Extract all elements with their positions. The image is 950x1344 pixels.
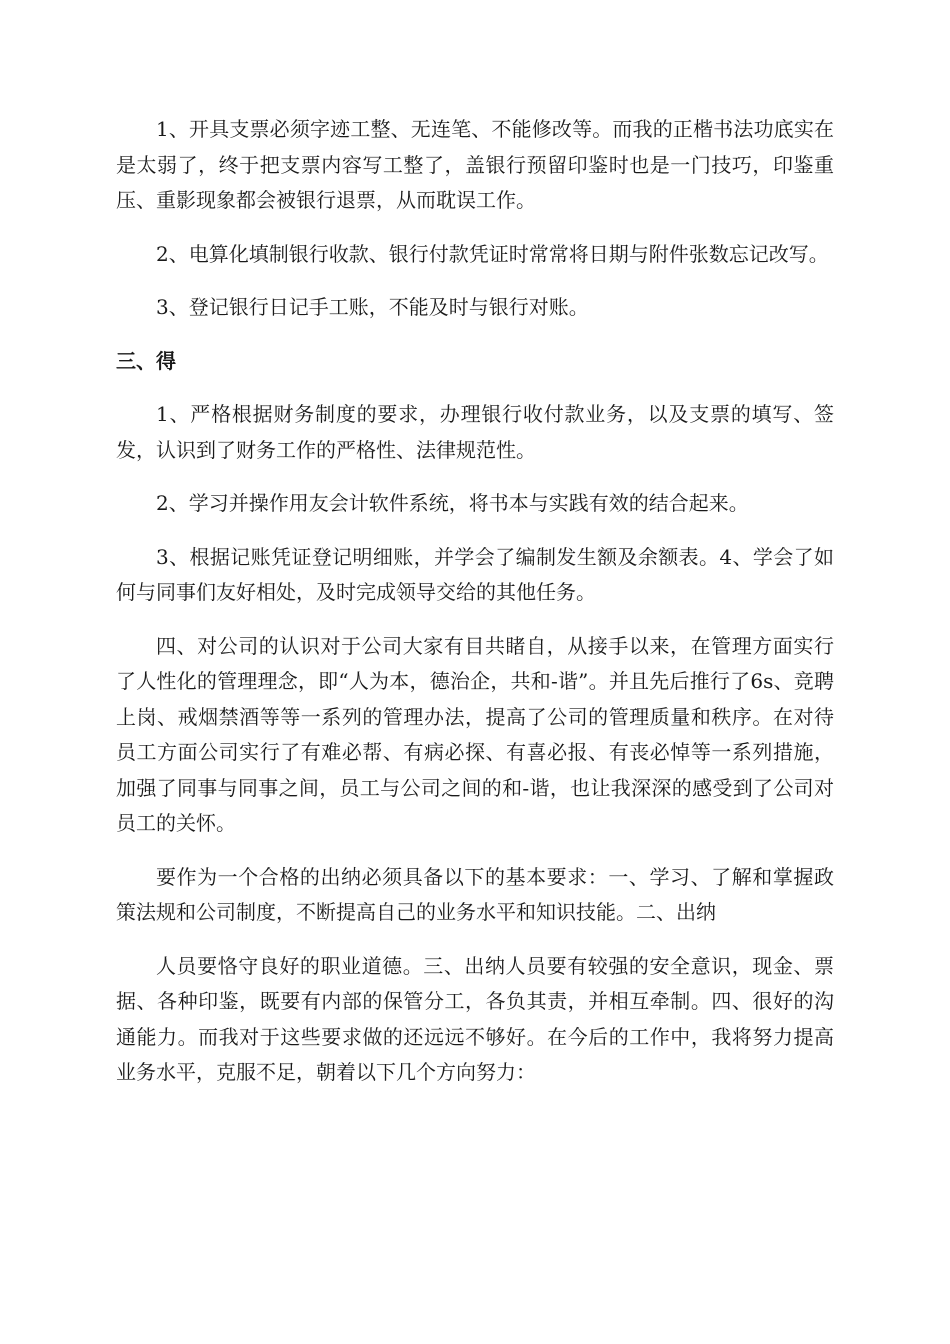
paragraph-5: 2、学习并操作用友会计软件系统，将书本与实践有效的结合起来。 (156, 491, 749, 515)
paragraph-3: 3、登记银行日记手工账，不能及时与银行对账。 (156, 295, 589, 319)
paragraph-6: 3、根据记账凭证登记明细账，并学会了编制发生额及余额表。4、学会了如何与同事们友好相处，及时完成领导交给的其他任务。 (116, 544, 834, 604)
paragraph-8: 要作为一个合格的出纳必须具备以下的基本要求：一、学习、了解和掌握政策法规和公司制度，不断提高自己的业务水平和知识技能。二、出纳 (116, 864, 834, 924)
document-page (116, 112, 834, 1091)
paragraph-7: 四、对公司的认识对于公司大家有目共睹自，从接手以来，在管理方面实行了人性化的管理理念，即“人为本，德治企，共和-谐”。并且先后推行了6s、竞聘上岗、戒烟禁酒等等一系列的管理办法，提高了公司的管理质量和秩序。在对待员工方面公司实行了有难必帮、有病必探、有喜必报、有丧必悼等一系列措施，加强了同事与同事之间，员工与公司之间的和-谐，也让我深深的感受到了公司对员工的关怀。 (116, 633, 834, 835)
paragraph-4: 1、严格根据财务制度的要求，办理银行收付款业务，以及支票的填写、签发，认识到了财务工作的严格性、法律规范性。 (116, 402, 834, 462)
paragraph-1: 1、开具支票必须字迹工整、无连笔、不能修改等。而我的正楷书法功底实在是太弱了，终于把支票内容写工整了，盖银行预留印鉴时也是一门技巧，印鉴重压、重影现象都会被银行退票，从而耽误工作。 (116, 117, 834, 212)
paragraph-9: 人员要恪守良好的职业道德。三、出纳人员要有较强的安全意识，现金、票据、各种印鉴，既要有内部的保管分工，各负其责，并相互牵制。四、很好的沟通能力。而我对于这些要求做的还远远不够好。在今后的工作中，我将努力提高业务水平，克服不足，朝着以下几个方向努力： (116, 953, 834, 1084)
paragraph-2: 2、电算化填制银行收款、银行付款凭证时常常将日期与附件张数忘记改写。 (156, 241, 829, 266)
section-heading: 三、得 (116, 348, 176, 373)
